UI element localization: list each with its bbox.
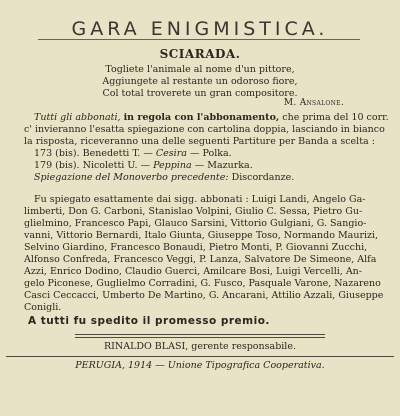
subscriber-notice bbox=[24, 112, 389, 184]
prize-genre: Polka. bbox=[202, 148, 232, 159]
prize-title: Peppina bbox=[153, 160, 192, 171]
divider-rule bbox=[75, 334, 325, 335]
prize-item bbox=[24, 160, 374, 172]
divider-rule bbox=[75, 337, 325, 338]
solvers-line: Fu spiegato esattamente dai sigg. abbonati : Luigi Landi, Angelo Ga- bbox=[34, 194, 366, 205]
prize-dash: — bbox=[143, 148, 153, 159]
solvers-line: Conigli. bbox=[24, 302, 62, 313]
poem-line: Aggiungete al restante un odoroso fiore, bbox=[102, 76, 298, 87]
poem-line: Col total troverete un gran compositore. bbox=[102, 88, 298, 99]
footer-rule bbox=[6, 356, 394, 357]
section-title: GARA ENIGMISTICA. bbox=[71, 18, 329, 40]
prize-number: 179 (bis). bbox=[34, 160, 80, 171]
solvers-line: Casci Ceccacci, Umberto De Martino, G. Ancarani, Attilio Azzali, Giuseppe bbox=[24, 290, 384, 301]
puzzle-title: SCIARADA. bbox=[159, 47, 241, 61]
printer-imprint: PERUGIA, 1914 — Unione Tipografica Cooperativa. bbox=[75, 360, 325, 371]
previous-solution-label: Spiegazione del Monoverbo precedente: bbox=[34, 172, 229, 183]
prize-item bbox=[24, 148, 374, 160]
title-rule bbox=[38, 39, 360, 40]
manager-line: RINALDO BLASI, gerente responsabile. bbox=[103, 341, 296, 352]
prize-title: Cesira bbox=[155, 148, 187, 159]
notice-line: la risposta, riceveranno una delle seguenti Partiture per Banda a scelta : bbox=[24, 136, 375, 147]
notice-lead-italic: Tutti gli abbonati, bbox=[34, 112, 121, 123]
solvers-list bbox=[24, 194, 384, 314]
solvers-line: limberti, Don G. Carboni, Stanislao Volpini, Giulio C. Sessa, Pietro Gu- bbox=[24, 206, 363, 217]
prize-dash: — bbox=[140, 160, 151, 171]
puzzle-poem bbox=[0, 64, 400, 100]
notice-line bbox=[24, 112, 389, 124]
prize-number: 173 (bis). bbox=[34, 148, 80, 159]
previous-solution bbox=[24, 172, 374, 184]
prize-composer: Benedetti T. bbox=[82, 148, 141, 159]
solvers-line: glielmino, Francesco Papi, Glauco Sarsini, Vittorio Gulgiani, G. Sangio- bbox=[24, 218, 367, 229]
solvers-line: Selvino Giardino, Francesco Bonaudi, Pietro Monti, P. Giovanni Zucchi, bbox=[24, 242, 368, 253]
solvers-line: gelo Piconese, Guglielmo Corradini, G. Fusco, Pasquale Varone, Nazareno bbox=[24, 278, 381, 289]
notice-lead-bold: in regola con l'abbonamento, bbox=[123, 112, 280, 123]
prize-announcement: A tutti fu spedito il promesso premio. bbox=[28, 315, 270, 327]
notice-text: che prima del 10 corr. bbox=[282, 112, 389, 123]
puzzle-author: M. Ansalone. bbox=[283, 98, 344, 108]
previous-solution-answer: Discordanze. bbox=[231, 172, 295, 183]
notice-line: c' invieranno l'esatta spiegazione con cartolina doppia, lasciando in bianco bbox=[24, 124, 385, 135]
poem-line: Togliete l'animale al nome d'un pittore, bbox=[105, 64, 295, 75]
solvers-line: Alfonso Confreda, Francesco Veggi, P. Lanza, Salvatore De Simeone, Alfa bbox=[24, 254, 377, 265]
solvers-line: Azzi, Enrico Dodino, Claudio Guerci, Amilcare Bosi, Luigi Vercelli, An- bbox=[24, 266, 363, 277]
prize-genre: Mazurka. bbox=[207, 160, 253, 171]
prize-dash: — bbox=[189, 148, 200, 159]
prize-composer: Nicoletti U. bbox=[82, 160, 138, 171]
prize-dash: — bbox=[194, 160, 205, 171]
solvers-line: vanni, Vittorio Bernardi, Italo Giunta, Giuseppe Toso, Normando Maurizi, bbox=[24, 230, 379, 241]
